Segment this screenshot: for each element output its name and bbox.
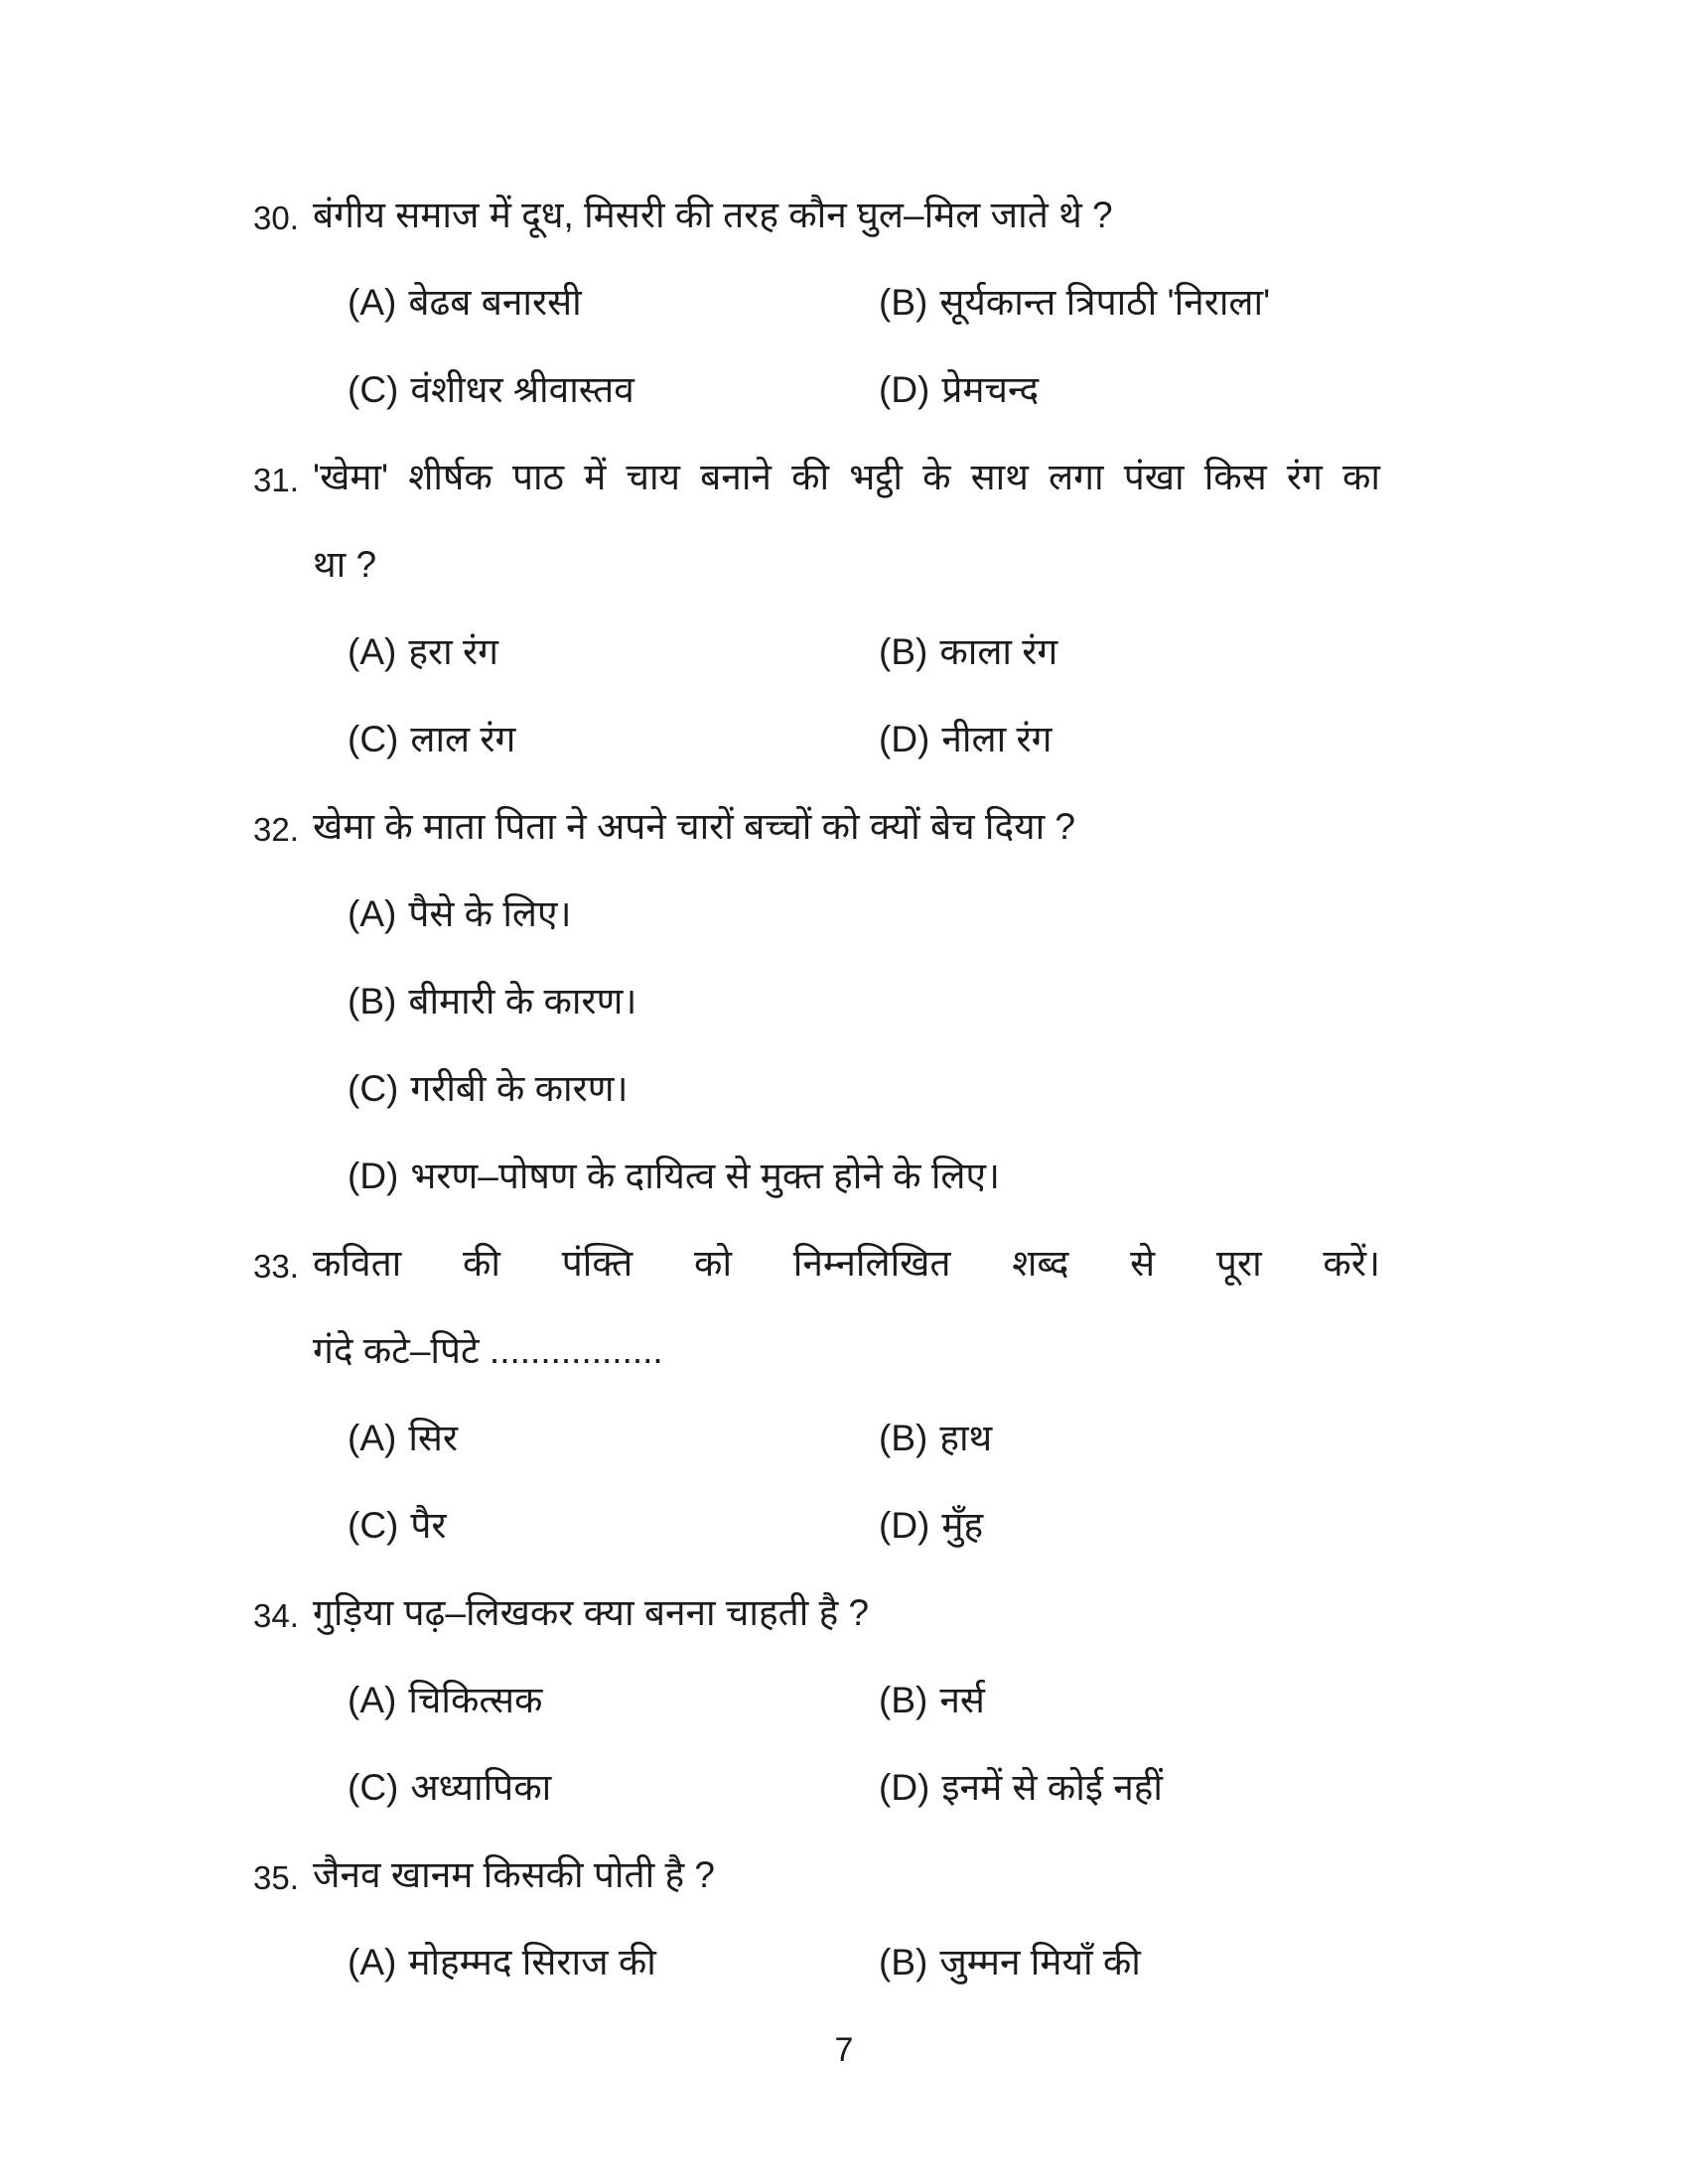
option-c (348, 1506, 879, 1546)
option-text: मुँह (941, 1505, 984, 1546)
option-text: पैर (410, 1505, 447, 1546)
option-text: जुम्मन मियाँ की (939, 1942, 1141, 1982)
option-label: (C) (348, 1767, 399, 1808)
option-text: इनमें से कोई नहीं (941, 1767, 1163, 1808)
option-text: काला रंग (939, 631, 1058, 672)
option-label: (B) (879, 1418, 928, 1458)
option-label: (A) (348, 893, 397, 934)
option-a (348, 1943, 879, 1982)
option-text: लाल रंग (410, 719, 516, 759)
option-label: (A) (348, 1942, 397, 1982)
option-text: सूर्यकान्त त्रिपाठी 'निराला' (939, 282, 1271, 323)
question-number: 30. (253, 200, 299, 236)
option-label: (B) (879, 1942, 928, 1982)
question-32 (253, 807, 1380, 894)
option-text: भरण–पोषण के दायित्व से मुक्त होने के लिए। (410, 1156, 1001, 1196)
question-line: था ? (313, 544, 377, 585)
option-label: (D) (879, 369, 930, 410)
options-question-31 (348, 632, 1380, 807)
option-d (879, 1506, 1380, 1546)
option-a (348, 632, 879, 672)
option-label: (D) (348, 1156, 399, 1196)
question-31 (253, 458, 1380, 632)
option-a (348, 283, 879, 323)
question-text-block (313, 196, 1380, 283)
option-label: (A) (348, 1418, 397, 1458)
option-b (879, 1681, 1380, 1720)
option-a (348, 894, 1380, 934)
question-line: 'खेमा' शीर्षक पाठ में चाय बनाने की भट्ठी के साथ लगा पंखा किस रंग का (313, 457, 1380, 497)
question-number: 33. (253, 1248, 299, 1285)
option-d (879, 370, 1380, 410)
option-d (879, 720, 1380, 759)
question-line: बंगीय समाज में दूध, मिसरी की तरह कौन घुल–मिल जाते थे ? (313, 195, 1113, 235)
option-text: हाथ (939, 1418, 993, 1458)
question-35 (253, 1855, 1380, 1943)
questions-area (253, 196, 1380, 2030)
option-text: नर्स (939, 1680, 985, 1720)
option-text: सिर (408, 1418, 459, 1458)
option-label: (C) (348, 369, 399, 410)
options-question-35 (348, 1943, 1380, 2030)
question-line: गुड़िया पढ़–लिखकर क्या बनना चाहती है ? (313, 1592, 870, 1633)
option-text: बीमारी के कारण। (408, 981, 637, 1022)
option-a (348, 1681, 879, 1720)
question-text-block (313, 1593, 1380, 1681)
options-question-33 (348, 1419, 1380, 1593)
option-c (348, 370, 879, 410)
question-30 (253, 196, 1380, 283)
option-text: मोहम्मद सिराज की (408, 1942, 656, 1982)
option-c (348, 1768, 879, 1808)
option-label: (C) (348, 1068, 399, 1109)
page-number: 7 (834, 2031, 854, 2069)
question-text-block (313, 1855, 1380, 1943)
question-line: जैनव खानम किसकी पोती है ? (313, 1854, 715, 1895)
option-text: नीला रंग (941, 719, 1053, 759)
question-number: 32. (253, 811, 299, 848)
option-text: प्रेमचन्द (941, 369, 1040, 410)
option-label: (A) (348, 1680, 397, 1720)
option-label: (B) (879, 631, 928, 672)
option-text: पैसे के लिए। (408, 893, 572, 934)
option-text: अध्यापिका (410, 1767, 552, 1808)
option-text: गरीबी के कारण। (410, 1068, 629, 1109)
option-label: (C) (348, 719, 399, 759)
option-label: (C) (348, 1505, 399, 1546)
question-text-block (313, 458, 1380, 632)
option-c (348, 720, 879, 759)
option-b (879, 632, 1380, 672)
question-33 (253, 1244, 1380, 1419)
option-b (879, 283, 1380, 323)
option-text: बेढब बनारसी (408, 282, 582, 323)
option-label: (B) (348, 981, 397, 1022)
option-b (879, 1419, 1380, 1458)
option-d (348, 1157, 1380, 1196)
option-b (879, 1943, 1380, 1982)
option-label: (B) (879, 282, 928, 323)
option-label: (D) (879, 1505, 930, 1546)
question-line: खेमा के माता पिता ने अपने चारों बच्चों को क्यों बेच दिया ? (313, 806, 1076, 847)
option-label: (B) (879, 1680, 928, 1720)
option-b (348, 982, 1380, 1022)
question-text-block (313, 1244, 1380, 1419)
question-number: 35. (253, 1859, 299, 1896)
question-text-block (313, 807, 1380, 894)
question-number: 34. (253, 1597, 299, 1634)
option-text: वंशीधर श्रीवास्तव (410, 369, 634, 410)
question-34 (253, 1593, 1380, 1681)
option-label: (D) (879, 1767, 930, 1808)
option-a (348, 1419, 879, 1458)
option-label: (D) (879, 719, 930, 759)
question-line: कविता की पंक्ति को निम्नलिखित शब्द से पूरा करें। (313, 1243, 1380, 1284)
option-d (879, 1768, 1380, 1808)
option-text: चिकित्सक (408, 1680, 543, 1720)
option-c (348, 1069, 1380, 1109)
question-line: गंदे कटे–पिटे ................. (313, 1330, 663, 1371)
question-number: 31. (253, 462, 299, 498)
options-question-34 (348, 1681, 1380, 1855)
option-text: हरा रंग (408, 631, 498, 672)
option-label: (A) (348, 631, 397, 672)
options-question-30 (348, 283, 1380, 458)
option-label: (A) (348, 282, 397, 323)
options-question-32 (348, 894, 1380, 1244)
